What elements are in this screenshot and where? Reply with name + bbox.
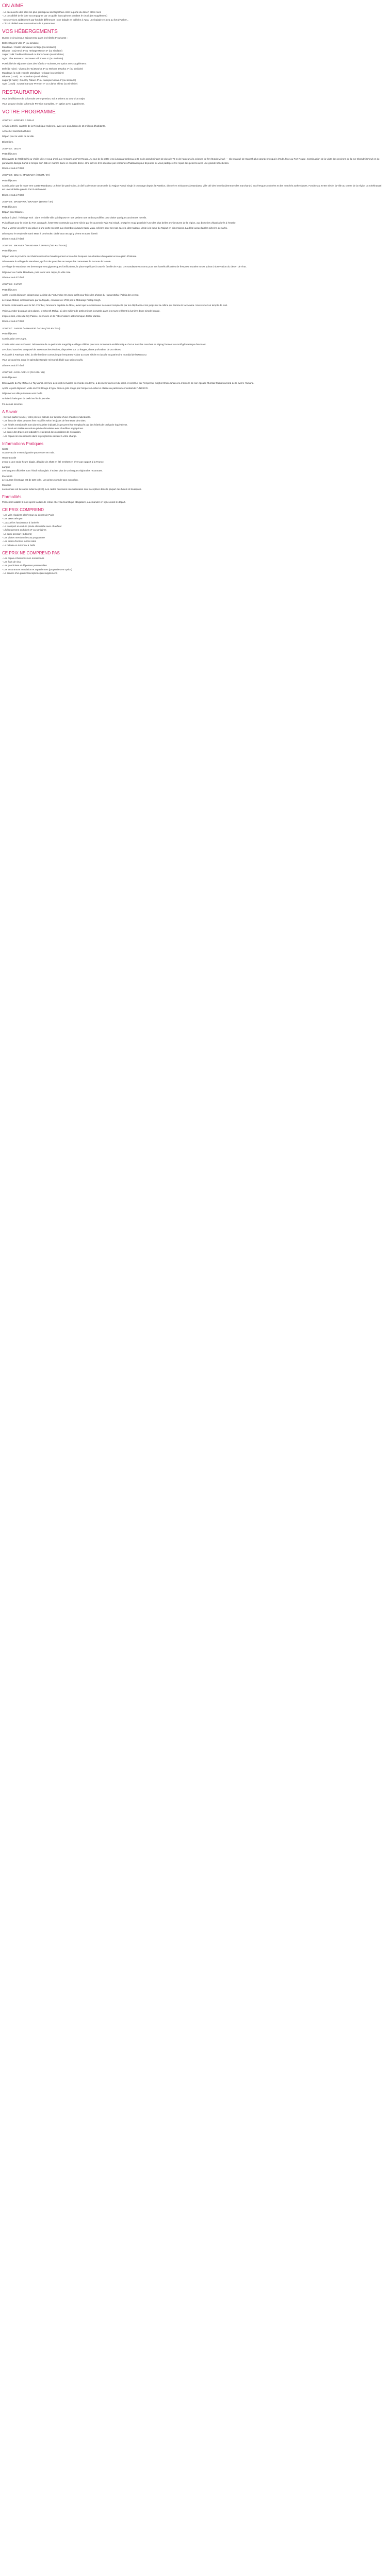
informations-title: Informations Pratiques — [2, 441, 44, 446]
list-item: - La possibilité de la faire accompagner par un guide francophone pendant le circuit (en supplément) — [2, 14, 108, 18]
section-informations — [2, 441, 385, 491]
program-day-paragraph: Continuation vers Abhaneri. Découverte de ce petit mais magnifique village célèbre pour son monument emblématique d'art et dont les marches en zigzag forment un motif géométrique fascinant. — [2, 343, 206, 346]
hebergements-title: VOS HÉBERGEMENTS — [2, 29, 58, 35]
formalites-title: Formalités — [2, 494, 22, 499]
section-restauration — [2, 89, 385, 106]
program-day-paragraph: Arrivée à Delhi, capitale de la République Indienne, avec une population de 16 millions d'habitants. — [2, 124, 106, 127]
list-item: - Les droits d'entrée sur les sites — [2, 540, 36, 543]
program-day-heading: JOUR 06 : JAIPUR — [2, 283, 23, 286]
program-day-paragraph: Dîner et nuit à l'hôtel. — [2, 320, 25, 323]
program-day-paragraph: Fin de nos services. — [2, 402, 23, 405]
program-day-paragraph: Départ vers la province de Shekhawati où les havelis portent encore les fresques mouchetées d'un passé encore plein d'histoire. — [2, 255, 137, 258]
list-item: - Des services additionnels par fond de différences : une balade en calèche à Agra, une balade en jeep au fort d'Amber... — [2, 18, 129, 21]
list-item: - Les lieux de visite peuvent être modifiés selon les jours de fermeture des sites. — [2, 419, 86, 422]
list-item: Mandawa (1 nuit) : Castle Mandawa Heritage (ou similaire) — [2, 71, 64, 74]
info-text: La monnaie est la roupie indienne (INR). Les cartes bancaires internationales sont acceptées dans la plupart des hôtels et boutiques. — [2, 487, 142, 490]
program-day-paragraph: Découverte du village de Mandawa, qui fut très prospère au temps des caravanes de la route de la soie. — [2, 260, 111, 263]
program-day-paragraph: L'après-midi, visite du City Palace, du musée et de l'observatoire astronomique Jantar Mantar. — [2, 315, 101, 318]
a-savoir-title: A Savoir — [2, 410, 18, 415]
prix-ne-comprend-pas-list — [2, 556, 385, 575]
section-prix-ne-comprend-pas — [2, 550, 385, 575]
info-text: Aucun vaccin n'est obligatoire pour entrer en Inde. — [2, 451, 55, 454]
hebergements-intro-4: Possibilité de séjourner dans des hôtels 4* suivants, en option avec supplément : — [2, 62, 87, 65]
list-item: Jaipur (2 nuits) : Country Palace 4* ou Narayan Niwas 4* (ou similaire) — [2, 79, 76, 82]
info-text: Le courant électrique est de 220 volts. Les prises sont de type européen. — [2, 478, 79, 481]
program-day-paragraph: Dîner libre. — [2, 140, 14, 143]
hotels-3-list — [2, 41, 385, 60]
section-a-savoir — [2, 409, 385, 438]
section-on-aime — [2, 3, 385, 25]
program-day-paragraph: Dîner et nuit à l'hôtel. — [2, 237, 25, 240]
list-item: - Les visites mentionnées au programme — [2, 536, 45, 539]
info-heading: Santé — [2, 447, 9, 450]
restauration-text: Vous bénéficierez de la formule Demi-pension, soit 6 Dîners au cour d'un trajet. — [2, 97, 86, 100]
list-item: - Les frais de visa — [2, 561, 21, 564]
list-item: - L'hébergement en hôtels 3* ou similaires — [2, 529, 46, 532]
info-text: Les langues officielles sont l'hindi et l'anglais. Il existe plus de 20 langues régionales reconnues. — [2, 469, 103, 472]
program-day-paragraph: Déjeuner en ville puis route vers Delhi. — [2, 392, 43, 395]
program-day-paragraph: Petit déjeuner. — [2, 288, 18, 291]
program-day-paragraph: Petit déjeuner. — [2, 152, 18, 156]
info-heading: Langue — [2, 466, 10, 469]
program-day-paragraph: Petit déjeuner. — [2, 332, 18, 335]
program-day-paragraph: Découverte de l'Old Delhi ou Vieille ville et coup d'œil aux remparts du Fort Rouge. Au tour de la petite jeep jusqu'au tombeau à 35 m de grand minaret de plus de 72 m de hauteur à la colonne de fer (Qutub Minar) — site marqué de Ganesh plus grande mosquée d'Inde, face au Fort Rouge. Continuation de la visite des environs de la rue Chandni Chowk et du gurudwara Bangla Sahib le temple sikh bâti en marbre blanc et coupole dorée. Une arrivée très attendue par centaines d'habitants pour déjeuner où vous partagerez le repas des pèlerins avec une grande bénédiction. — [2, 158, 380, 164]
section-formalites — [2, 494, 385, 504]
info-heading: Électricité — [2, 474, 12, 478]
list-item: - Les assurances annulation et rapatriement (proposées en option) — [2, 568, 72, 571]
programme-days — [2, 118, 385, 406]
program-day-paragraph: Le Chand Baori est composé de 3500 marches étroites, disposées sur 13 étages, d'une profondeur de 20 mètres. — [2, 348, 122, 351]
list-item: Mandawa : Castle Mandawa Heritage (ou similaire) — [2, 45, 56, 48]
section-programme — [2, 109, 385, 406]
program-day-paragraph: Découverte du Taj Mahal. Le Taj Mahal est l'une des sept merveilles du monde moderne, à découvrir au lever du soleil et construit par l'empereur moghol Shah Jahan à la mémoire de son épouse Mumtaz Mahal au bord de la rivière Yamuna. — [2, 381, 254, 384]
list-item: - Le transport en voiture privée climatisée avec chauffeur — [2, 525, 62, 528]
list-item: - La durée des trajets est indicative et dépend des conditions de circulation. — [2, 431, 82, 434]
on-aime-title: ON AIME — [2, 3, 24, 9]
program-day-paragraph: Après le petit déjeuner, départ pour la visite du Fort Amber. En route arrêt pour faire des photos du Hawa Mahal (Palais des vents). — [2, 293, 139, 296]
program-day-paragraph: Après le petit déjeuner, visite du Fort Rouge d'Agra, bâti en grès rouge par l'empereur Akbar et classé au patrimoine mondial de l'UNESCO. — [2, 386, 149, 389]
list-item: Bikaner (1 nuit) : Ia rodanthan (ou similaire) — [2, 75, 48, 78]
program-day-heading: JOUR 05 : BIKANER / MANDAWA / JAIPUR (340 KM / 6H30) — [2, 244, 67, 247]
program-day — [2, 173, 385, 196]
informations-groups — [2, 447, 385, 491]
program-day — [2, 147, 385, 170]
prix-comprend-list — [2, 513, 385, 547]
program-day-paragraph: Dîner et nuit à l'hôtel. — [2, 276, 25, 279]
program-day-paragraph: Dîner et nuit à l'hôtel. — [2, 364, 25, 367]
program-day-paragraph: Départ pour Bikaner. — [2, 211, 24, 214]
info-heading: Heure Locale — [2, 456, 17, 460]
program-day — [2, 327, 385, 367]
program-day-paragraph: Arrivée à l'aéroport de Delhi en fin de journée. — [2, 397, 51, 400]
list-item: - Le service d'un guide francophone (en supplément) — [2, 571, 58, 574]
section-prix-comprend — [2, 507, 385, 547]
program-day-paragraph: Petit déjeuner. — [2, 249, 18, 252]
program-day-paragraph: Le Hawa Mahal, extraordinaire par sa façade, construit en 1799 par le Maharaja Pratap Singh. — [2, 299, 101, 302]
list-item: - Les pourboires et dépenses personnelles — [2, 564, 47, 567]
program-day-paragraph: Départ pour la visite de la ville. — [2, 135, 35, 138]
list-item: Agra : The Retreat 4* ou Seven Hill Tower 4* (ou similaire) — [2, 57, 63, 60]
program-day — [2, 370, 385, 406]
program-day-paragraph: Puis arrêt à Fatehpur Sikri, la ville fantôme construite par l'empereur Akbar au XVIe siècle et classée au patrimoine mondial de l'UNESCO. — [2, 353, 148, 357]
program-day-paragraph: Découvrez le temple de Karni Mata à Deshnoke, dédié aux rats qui y vivent en toute liberté. — [2, 232, 99, 235]
hotels-4-list — [2, 67, 385, 86]
program-day — [2, 118, 385, 143]
a-savoir-list — [2, 415, 385, 438]
program-day-paragraph: Dîner et nuit à l'hôtel. — [2, 193, 25, 196]
list-item: - Le circuit est réalisé en voiture privée climatisée avec chauffeur anglophone. — [2, 427, 84, 430]
on-aime-list — [2, 10, 385, 25]
list-item: Agra (1 nuit) : Crystal Sarovar Premier 4* ou Clarks Shiraz (ou similaire) — [2, 82, 78, 86]
program-day-paragraph: Petit déjeuner. — [2, 376, 18, 379]
list-item: Delhi : Regent Villa 3* (ou similaire) — [2, 42, 40, 45]
page — [0, 0, 387, 583]
programme-title: VOTRE PROGRAMME — [2, 109, 56, 115]
program-day-paragraph: Le village de Mandawa est devenu par ses gigantesques fortifications, la place mythique à toute la famille de Raja. Ce mandawa est connu pour ses havelis décorées de fresques murales et ses points d'observation du désert de Thar. — [2, 265, 247, 268]
list-item: Bikaner : Gaj Kesri 3* ou Heritage Resort 3* (ou similaire) — [2, 49, 62, 53]
prix-comprend-title: CE PRIX COMPREND — [2, 507, 44, 513]
program-day-heading: JOUR 02 : DELHI — [2, 147, 21, 150]
list-item: Delhi (2 nuits) : Vivanta by Taj Dwarka 4* ou Welcom Dwarka 4* (ou similaire) — [2, 67, 84, 71]
program-day-paragraph: Petit déjeuner. — [2, 179, 18, 182]
program-day-paragraph: Ensuite continuation vers le fort d'Amber, l'ancienne capitale de l'État, avant que les chameaux ne soient remplacés par les éléphants et les jeeps sur la colline qui domine le lac Maota. Vous verrez un temple de Kali. — [2, 304, 227, 307]
section-hebergements — [2, 28, 385, 86]
list-item: - La demi-pension (6 dîners) — [2, 532, 32, 535]
list-item: - Les taxes aéroport — [2, 517, 23, 520]
program-day-heading: JOUR 07 : JAIPUR / ABHANERI / AGRA (250 KM / 5H) — [2, 327, 60, 330]
list-item: - Les hôtels mentionnés sont donnés à titre indicatif, ils peuvent être remplacés par des hôtels de catégorie équivalente. — [2, 423, 128, 426]
list-item: - Les repas et boissons non mentionnés — [2, 556, 44, 560]
list-item: - L'accueil et l'assistance à l'arrivée — [2, 521, 39, 524]
program-day-paragraph: Accueil et transfert à l'hôtel. — [2, 129, 31, 132]
list-item: - Les vols réguliers aller/retour au départ de Paris — [2, 514, 54, 517]
prix-ne-comprend-pas-title: CE PRIX NE COMPREND PAS — [2, 550, 60, 555]
list-item: Jaipur : HM Traditional Haveli ou Park Ocean (ou similaire) — [2, 53, 64, 56]
program-day-paragraph: Vous découvrirez aussi le splendide temple mémorial dédié aux saints soufis. — [2, 359, 84, 362]
program-day — [2, 244, 385, 279]
program-day-paragraph: Balade à pied : l'héritage woh : dans le vieille ville qui dispose en ses petites rues et d'un prolifère pour visiter quelques anciennes havelis. — [2, 216, 147, 219]
info-heading: Monnaie — [2, 484, 11, 487]
info-text: L'Inde a une seule heure légale, décalée de 4h30 en été et 5h30 en hiver par rapport à la France. — [2, 460, 105, 463]
program-day-heading: JOUR 03 : DELHI / MANDAWA (198KM / 5H) — [2, 174, 50, 177]
program-day-paragraph: Puis départ pour la visite du Fort Junagarh, forteresse construite au XVIe siècle par le souverain Raja Rai Singh, prospère et qui possède l'une des plus belles architectures de la région, aux boiseries d'épais dorés à l'entrée. — [2, 221, 236, 224]
hebergements-intro: Durant le circuit nous séjournerez dans les hôtels 3* suivants : — [2, 37, 68, 40]
list-item: - La balade en rickshaw à Delhi — [2, 544, 36, 547]
restauration-title: RESTAURATION — [2, 89, 42, 95]
program-day-heading: JOUR 04 : MANDAWA / BIKANER (195KM / 4H) — [2, 200, 53, 203]
list-item: - Si vous partez seul(e), votre prix est calculé sur la base d'une chambre individuelle. — [2, 416, 91, 419]
formalites-text: Passeport valable 6 mois après la date de retour et e-visa touristique obligatoire, à demander en ligne avant le départ. — [2, 500, 126, 503]
list-item: - Circuit réalisé avec au maximum de 6 personnes — [2, 22, 55, 25]
program-day-paragraph: Continuation vers Agra. — [2, 337, 27, 341]
program-day — [2, 282, 385, 323]
program-day-paragraph: Continuation par la route vers Castle Mandawa, un hôtel de patrimoine, à côté la demeure ancestrale du Rajput Rawal Singh à cet usage depuis la Partition, décoré en miniatures à Mandawa, ville cité des havelis (demeure des marchands) aux fresques colorées et des marchés authentiques. Fondée au XVIIIe siècle, la ville au centre de la région du Shekhawati est une véritable galerie d'art à ciel ouvert. — [2, 184, 382, 191]
program-day-paragraph: Visite à Amber du palais des glaces, le Sheesh Mahal, où des milliers de petits miroirs incrustés dans les murs reflètent la lumière d'une simple bougie. — [2, 309, 160, 312]
program-day-heading: JOUR 01 : ARRIVÉE À DELHI — [2, 119, 34, 122]
list-item: - La découverte des sites les plus prestigieux du Rajasthan entre la porte du désert et les rives — [2, 11, 102, 13]
program-day-paragraph: Déjeuner au Castle Mandawa, puis route vers Jaipur, la ville rose. — [2, 270, 71, 274]
program-day-paragraph: Dîner et nuit à l'hôtel. — [2, 167, 25, 170]
program-day-paragraph: Petit déjeuner. — [2, 206, 18, 209]
program-day-paragraph: Vous y verrez un pèlerin qui grâce à une porte menant aux chambres jusqu'à Karni Mata, célèbre pour ses rats sacrés, dits Kabbas. Visite à la lueur du Rajput en dimensions. La déité accueillait les pèlerins de sa foi. — [2, 227, 228, 230]
list-item: - Les repas non mentionnés dans le programme restent à votre charge. — [2, 434, 77, 437]
restauration-text: Vous pouvez choisir la formule Pension Complète, en option avec supplément. — [2, 103, 85, 106]
program-day — [2, 200, 385, 241]
program-day-heading: JOUR 08 : AGRA / DELHI (210 KM / 4H) — [2, 371, 45, 374]
